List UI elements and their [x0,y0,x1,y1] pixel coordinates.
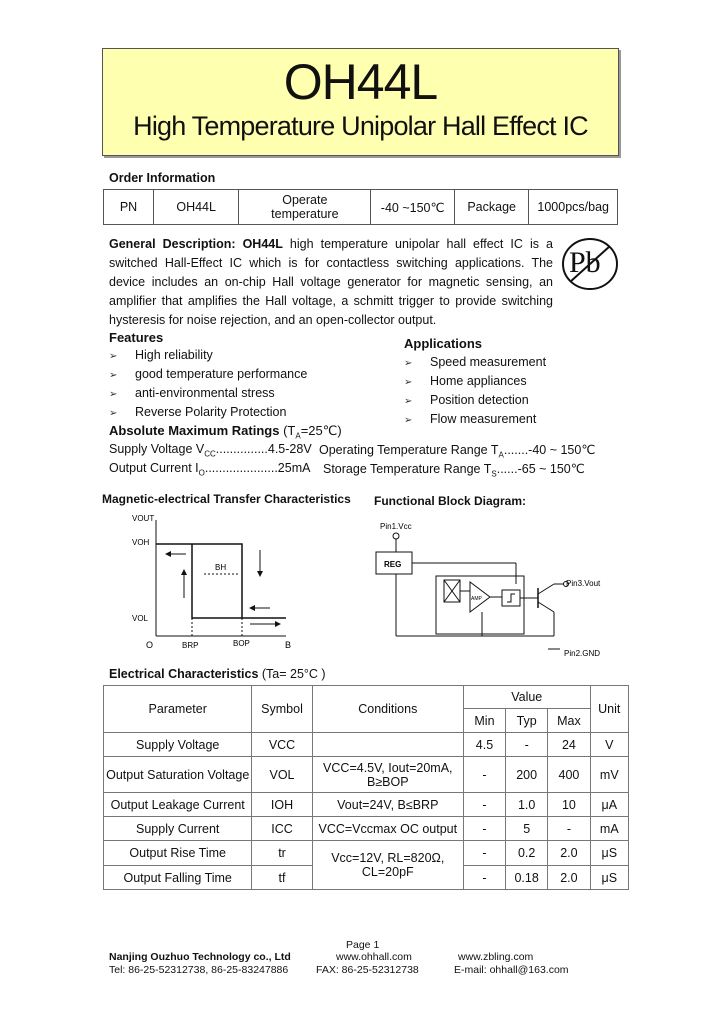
footer-fax: FAX: 86-25-52312738 [316,964,419,976]
transfer-heading: Magnetic-electrical Transfer Characteristics [102,492,351,506]
features-list [109,346,307,422]
order-table [103,189,618,225]
header-max: Max [548,709,590,733]
footer-email[interactable]: E-mail: ohhall@163.com [454,964,569,976]
cell-min: - [463,866,505,890]
arrow-icon: ➢ [404,415,413,426]
product-subtitle: High Temperature Unipolar Hall Effect IC [133,111,588,141]
cell-conditions [312,733,463,757]
cell-symbol: VCC [252,733,312,757]
table-row [104,793,629,817]
page-number: Page 1 [346,939,380,951]
order-cell: OH44L [154,190,239,225]
cell-min: 4.5 [463,733,505,757]
cell-conditions: VCC=Vccmax OC output [312,817,463,841]
applications-list [404,353,546,429]
cell-unit: μA [590,793,628,817]
pin2-label: Pin2.GND [564,649,601,658]
table-row [104,817,629,841]
list-item: ➢ Position detection [404,391,546,410]
cell-min: - [463,793,505,817]
rating-output-current: Output Current $I_O.....................25mA$ [109,461,311,478]
arrow-icon: ➢ [109,389,118,400]
title-banner [102,48,619,156]
list-item: ➢ High reliability [109,346,307,365]
list-item: ➢ Flow measurement [404,410,546,429]
footer-company: Nanjing Ouzhuo Technology co., Ltd [109,951,291,963]
arrow-icon: ➢ [404,396,413,407]
footer-web2[interactable]: www.zbling.com [458,951,534,963]
header-parameter: Parameter [104,686,252,733]
cell-symbol: tf [252,866,312,890]
table-row [104,757,629,793]
cell-conditions: VCC=4.5V, Iout=20mA, B≥BOP [312,757,463,793]
transistor-collector [538,584,554,594]
transfer-chart [120,508,300,654]
rating-storage-temp: Storage Temperature Range $T_S......-65$ ~ 150℃ [323,462,585,479]
cell-unit: μS [590,841,628,866]
header-typ: Typ [506,709,548,733]
order-heading: Order Information [109,171,216,185]
arrow-icon: ➢ [404,358,413,369]
pin1-terminal [393,533,399,539]
list-item: ➢ good temperature performance [109,365,307,384]
arrow-icon: ➢ [109,408,118,419]
order-cell: -40 ~150℃ [371,190,455,225]
pb-logo-text: Pb [569,246,601,279]
header-conditions: Conditions [312,686,463,733]
description-part: OH44L [242,237,283,251]
cell-unit: μS [590,866,628,890]
general-description [109,235,553,330]
header-value: Value [463,686,590,709]
b-label: B [285,640,292,650]
cell-unit: V [590,733,628,757]
cell-symbol: tr [252,841,312,866]
bop-label: BOP [233,639,250,648]
hysteresis-upper [156,544,242,618]
bh-label: BH [215,563,227,572]
cell-typ: - [506,733,548,757]
list-item: ➢ Home appliances [404,372,546,391]
list-item: ➢ Reverse Polarity Protection [109,403,307,422]
cell-max: 10 [548,793,590,817]
list-item: ➢ Speed measurement [404,353,546,372]
list-item: ➢ anti-environmental stress [109,384,307,403]
description-label: General Description: [109,237,236,251]
block-heading: Functional Block Diagram: [374,494,527,508]
footer-tel: Tel: 86-25-52312738, 86-25-83247886 [109,964,289,976]
cell-conditions: Vout=24V, B≤BRP [312,793,463,817]
electrical-table [103,685,629,890]
vol-label: VOL [132,614,149,623]
order-cell: Operate temperature [239,190,371,225]
arrow-icon: ➢ [109,351,118,362]
table-row [104,733,629,757]
cell-max: 400 [548,757,590,793]
block-diagram [370,514,620,664]
cell-parameter: Output Saturation Voltage [104,757,252,793]
rating-operating-temp: Operating Temperature Range $T_A.......-40$ ~ 150℃ [319,443,596,460]
order-cell: PN [104,190,154,225]
order-cell: 1000pcs/bag [529,190,618,225]
description-text: high temperature unipolar hall effect IC is a switched Hall-Effect IC which is for contactless switching applications. The device includes an on-chip Hall voltage generator for magnetic sensing, an amplifier that amplifies the Hall voltage, a schmitt trigger to provide switching hysteresis for noise rejection, and an open-collector output. [109,237,553,327]
cell-max: 24 [548,733,590,757]
cell-typ: 1.0 [506,793,548,817]
applications-heading: Applications [404,336,483,351]
cell-typ: 0.2 [506,841,548,866]
rating-supply-voltage: Supply Voltage $V_{CC}...............4.5-28V$ [109,442,312,459]
cell-parameter: Output Rise Time [104,841,252,866]
cell-parameter: Output Leakage Current [104,793,252,817]
cell-typ: 200 [506,757,548,793]
cell-typ: 5 [506,817,548,841]
voh-label: VOH [132,538,150,547]
header-unit: Unit [590,686,628,733]
origin-label: O [146,640,154,650]
cell-symbol: ICC [252,817,312,841]
hysteresis-lower [192,544,286,618]
cell-max: 2.0 [548,866,590,890]
table-row [104,841,629,866]
features-heading: Features [109,330,164,345]
arrow-icon: ➢ [404,377,413,388]
header-symbol: Symbol [252,686,312,733]
cell-max: - [548,817,590,841]
header-min: Min [463,709,505,733]
amp-label: AMP [471,596,482,602]
cell-unit: mV [590,757,628,793]
footer-web1[interactable]: www.ohhall.com [336,951,412,963]
cell-conditions: Vcc=12V, RL=820Ω, CL=20pF [312,841,463,890]
ratings-heading: Absolute Maximum Ratings $(T_A=25℃)$ [109,423,342,441]
cell-parameter: Supply Voltage [104,733,252,757]
arrow-icon: ➢ [109,370,118,381]
cell-parameter: Output Falling Time [104,866,252,890]
cell-unit: mA [590,817,628,841]
pb-free-logo [560,236,620,292]
transistor-emitter [538,602,554,612]
cell-max: 2.0 [548,841,590,866]
cell-symbol: IOH [252,793,312,817]
pin1-label: Pin1.Vcc [380,522,412,531]
order-row [104,190,618,225]
pin3-label: Pin3.Vout [566,579,601,588]
cell-typ: 0.18 [506,866,548,890]
cell-symbol: VOL [252,757,312,793]
vout-label: VOUT [132,514,155,523]
table-header-row [104,686,629,709]
brp-label: BRP [182,641,199,650]
order-cell: Package [454,190,529,225]
electrical-heading: Electrical Characteristics (Ta= 25°C ) [109,667,326,681]
product-title: OH44L [283,54,438,110]
cell-parameter: Supply Current [104,817,252,841]
cell-min: - [463,757,505,793]
cell-min: - [463,841,505,866]
reg-label: REG [384,560,402,569]
cell-min: - [463,817,505,841]
